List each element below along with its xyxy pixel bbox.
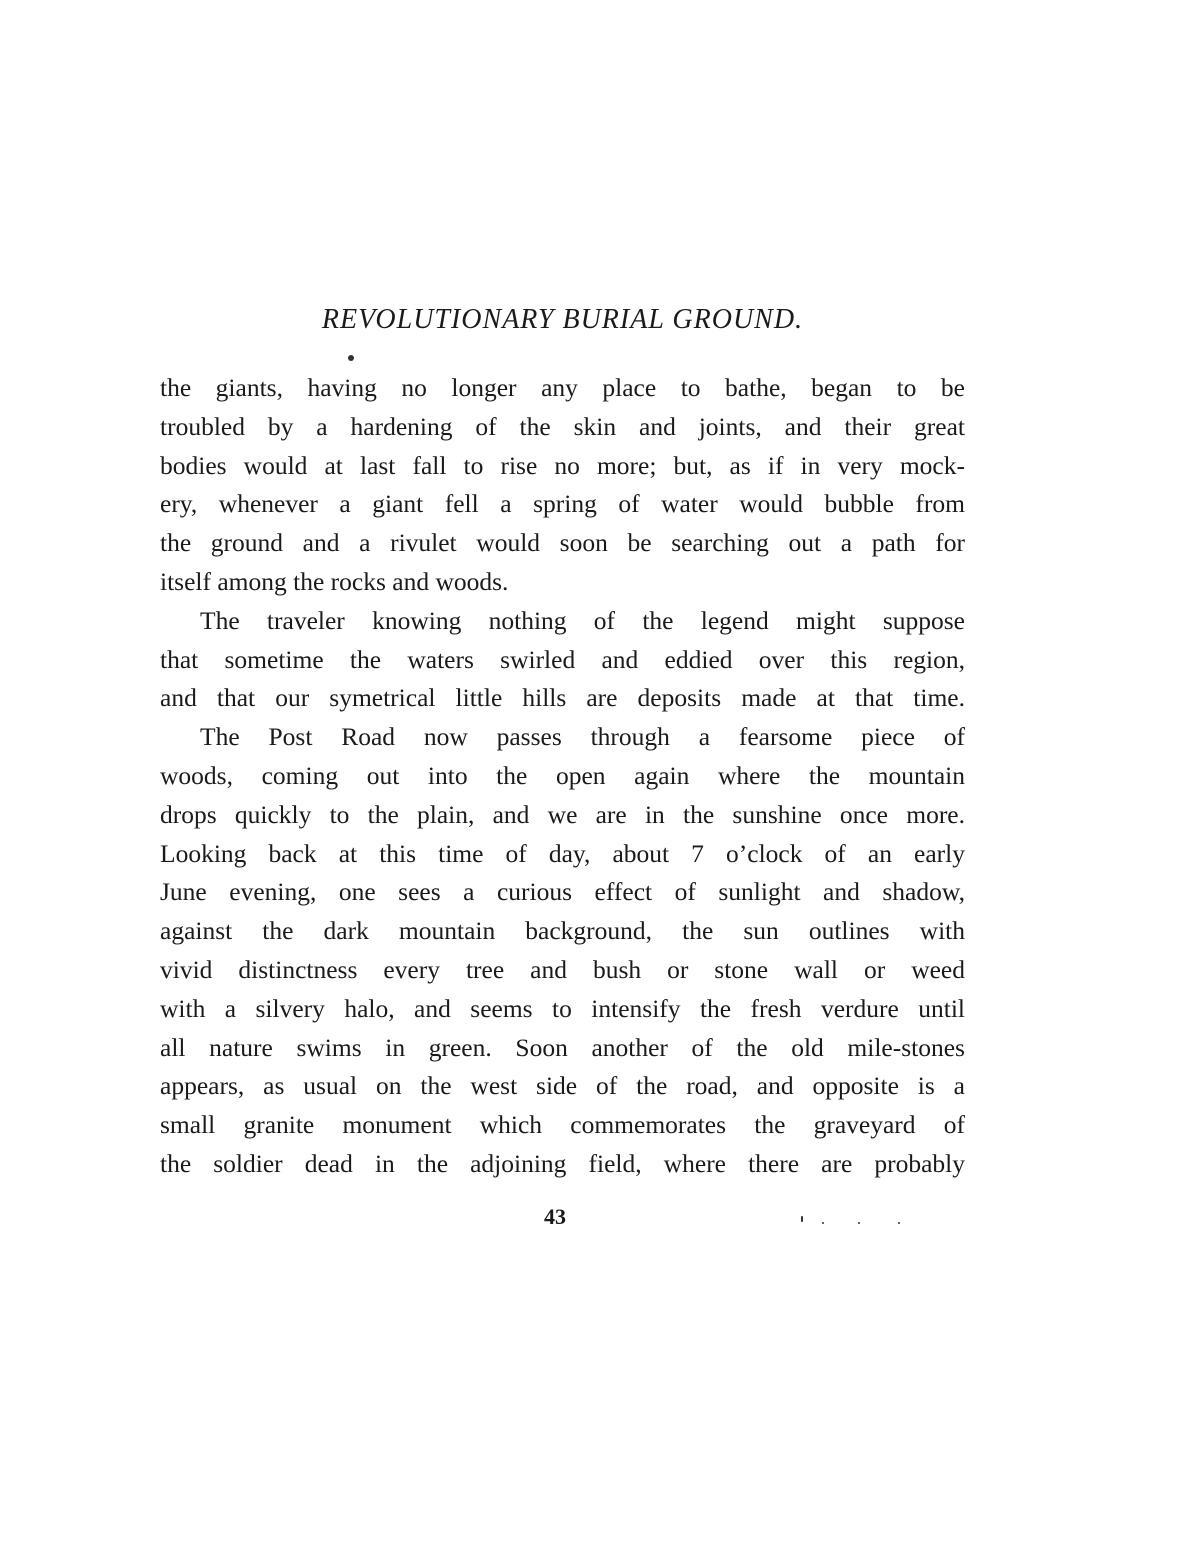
print-speck xyxy=(801,1216,803,1222)
text-line: against the dark mountain background, the sun outlines with xyxy=(160,916,965,946)
paragraph-2 xyxy=(160,602,965,718)
text-line: The traveler knowing nothing of the legend might suppose xyxy=(200,605,965,635)
print-speck xyxy=(858,1222,860,1224)
print-speck xyxy=(822,1222,824,1224)
text-line: ery, whenever a giant fell a spring of water would bubble from xyxy=(160,489,965,519)
text-line: itself among the rocks and woods. xyxy=(160,566,509,596)
print-speck xyxy=(348,355,354,361)
text-line: the soldier dead in the adjoining field, where there are probably xyxy=(160,1148,965,1178)
text-line: all nature swims in green. Soon another of the old mile-stones xyxy=(160,1032,965,1062)
text-line: bodies would at last fall to rise no more; but, as if in very mock- xyxy=(160,450,965,480)
text-line: drops quickly to the plain, and we are in the sunshine once more. xyxy=(160,799,965,829)
text-line: The Post Road now passes through a fearsome piece of xyxy=(200,722,965,752)
print-speck xyxy=(898,1222,900,1224)
text-line: the ground and a rivulet would soon be searching out a path for xyxy=(160,528,965,558)
text-line: the giants, having no longer any place to bathe, began to be xyxy=(160,373,965,402)
text-line: that sometime the waters swirled and eddied over this region, xyxy=(160,644,965,674)
body-text xyxy=(160,369,965,1184)
text-line: troubled by a hardening of the skin and joints, and their great xyxy=(160,411,965,441)
text-line: appears, as usual on the west side of the road, and opposite is a xyxy=(160,1071,965,1101)
text-line: and that our symetrical little hills are deposits made at that time. xyxy=(160,683,965,713)
paragraph-1 xyxy=(160,369,965,602)
page-number: 43 xyxy=(544,1204,566,1229)
text-line: June evening, one sees a curious effect of sunlight and shadow, xyxy=(160,877,965,907)
running-head: REVOLUTIONARY BURIAL GROUND. xyxy=(321,304,804,335)
text-line: vivid distinctness every tree and bush or stone wall or weed xyxy=(160,954,965,984)
text-line: small granite monument which commemorates the graveyard of xyxy=(160,1110,965,1140)
text-line: with a silvery halo, and seems to intensify the fresh verdure until xyxy=(160,993,965,1023)
text-line: woods, coming out into the open again where the mountain xyxy=(160,760,965,790)
paragraph-3 xyxy=(160,718,965,1184)
text-line: Looking back at this time of day, about 7 o’clock of an early xyxy=(160,838,965,868)
